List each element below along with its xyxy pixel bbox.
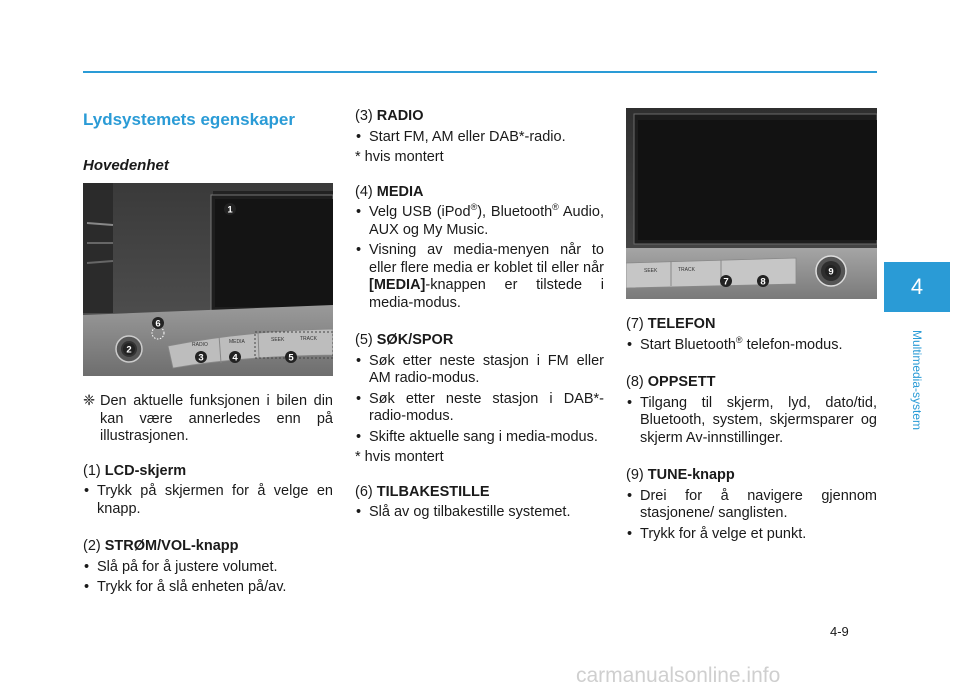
item-5-list xyxy=(355,353,604,447)
item-4-label: MEDIA xyxy=(376,183,424,200)
list-item: • Tilgang til skjerm, lyd, dato/tid, Bluetooth, system, skjermsparer og skjerm Av-innstillinger. xyxy=(626,395,877,448)
text: Velg USB (iPod xyxy=(369,204,471,220)
watermark: carmanualsonline.info xyxy=(576,664,781,687)
item-2-num: (2) xyxy=(83,538,101,554)
text: ), Bluetooth xyxy=(477,204,553,220)
list-item: • Søk etter neste stasjon i DAB*-radio-modus. xyxy=(355,391,604,426)
text: Audio, AUX og My Music. xyxy=(369,204,604,238)
head-unit-illustration xyxy=(83,183,333,376)
item-9-num: (9) xyxy=(626,467,644,483)
item-7-heading xyxy=(626,316,877,334)
callout-7-label: 7 xyxy=(723,276,729,288)
item-8-heading xyxy=(626,374,877,392)
registered-mark: ® xyxy=(735,334,743,345)
callout-6-label: 6 xyxy=(155,318,161,330)
item-9-list xyxy=(626,488,877,544)
list-item: • Slå på for å justere volumet. xyxy=(83,559,333,577)
callout-5-label: 5 xyxy=(288,352,294,364)
item-4-heading xyxy=(355,184,604,202)
item-2-list xyxy=(83,559,333,597)
list-item xyxy=(626,334,877,355)
header-rule xyxy=(83,71,877,73)
column-2 xyxy=(355,108,604,525)
callout-1-label: 1 xyxy=(227,204,233,216)
chapter-side-label xyxy=(897,300,937,460)
item-2-heading xyxy=(83,538,333,556)
seek-button-label: SEEK xyxy=(644,268,658,274)
text: Start Bluetooth xyxy=(640,336,736,353)
head-unit-figure xyxy=(83,183,333,376)
callout-3-label: 3 xyxy=(198,352,204,364)
list-item: • Start FM, AM eller DAB*-radio. xyxy=(355,129,604,147)
registered-mark: ® xyxy=(470,202,478,213)
note-symbol: ❈ xyxy=(83,393,96,409)
list-item xyxy=(355,204,604,239)
footnote: * hvis montert xyxy=(355,449,444,465)
item-6-num: (6) xyxy=(355,483,373,500)
item-6-label: TILBAKESTILLE xyxy=(376,483,490,500)
item-1-label: LCD-skjerm xyxy=(104,462,187,479)
list-item: • Trykk for å slå enheten på/av. xyxy=(83,579,333,597)
item-4-list xyxy=(355,204,604,312)
item-3-heading xyxy=(355,108,604,126)
registered-mark: ® xyxy=(552,202,559,213)
item-3-label: RADIO xyxy=(376,108,424,124)
item-7-list xyxy=(626,334,877,355)
item-6-list xyxy=(355,504,604,522)
callout-9-label: 9 xyxy=(828,266,834,278)
text: -knappen er tilstede i media-modus. xyxy=(369,277,604,311)
track-button-label: TRACK xyxy=(678,267,695,273)
item-3-list xyxy=(355,129,604,147)
item-1-num: (1) xyxy=(83,462,101,479)
item-7-num: (7) xyxy=(626,316,644,332)
control-panel-illustration xyxy=(626,108,877,299)
callout-4-label: 4 xyxy=(232,352,238,364)
media-button-label: MEDIA xyxy=(229,339,245,345)
chapter-title: Multimedia-system xyxy=(910,329,924,431)
item-8-label: OPPSETT xyxy=(647,374,716,390)
item-9-label: TUNE-knapp xyxy=(647,467,735,483)
list-item: • Søk etter neste stasjon i FM eller AM radio-modus. xyxy=(355,353,604,388)
note-text: Den aktuelle funksjonen i bilen din kan være annerledes enn på illustrasjonen. xyxy=(100,393,333,444)
item-3-num: (3) xyxy=(355,108,373,124)
item-5-num: (5) xyxy=(355,332,373,348)
list-item: • Slå av og tilbakestille systemet. xyxy=(355,504,604,522)
page-number: 4-9 xyxy=(830,624,849,639)
list-item: • Trykk for å velge et punkt. xyxy=(626,526,877,544)
item-5-label: SØK/SPOR xyxy=(376,332,454,348)
column-3 xyxy=(626,108,877,546)
item-6-heading xyxy=(355,484,604,502)
track-button-label: TRACK xyxy=(300,336,317,342)
item-5-heading xyxy=(355,332,604,350)
text: Visning av media-menyen når to eller flere media er koblet til eller når xyxy=(369,242,604,276)
list-item: • Skifte aktuelle sang i media-modus. xyxy=(355,429,604,447)
item-7-label: TELEFON xyxy=(647,316,716,332)
column-1 xyxy=(83,108,333,600)
item-9-heading xyxy=(626,467,877,485)
item-8-num: (8) xyxy=(626,374,644,390)
note xyxy=(83,393,333,446)
item-8-list xyxy=(626,395,877,448)
radio-button-label: RADIO xyxy=(192,342,208,348)
callout-8-label: 8 xyxy=(760,276,766,288)
list-item xyxy=(355,242,604,312)
list-item: • Drei for å navigere gjennom stasjonene/ sanglisten. xyxy=(626,488,877,523)
chapter-number: 4 xyxy=(910,274,924,299)
subheading: Hovedenhet xyxy=(83,156,169,174)
list-item: • Trykk på skjermen for å velge en knapp. xyxy=(83,483,333,518)
footnote: * hvis montert xyxy=(355,149,444,165)
callout-2-label: 2 xyxy=(126,344,132,356)
seek-button-label: SEEK xyxy=(271,337,285,343)
item-4-num: (4) xyxy=(355,183,373,200)
section-title: Lydsystemets egenskaper xyxy=(83,110,295,129)
media-key-label: [MEDIA] xyxy=(369,277,426,293)
item-1-heading xyxy=(83,463,333,481)
item-1-list xyxy=(83,483,333,518)
item-2-label: STRØM/VOL-knapp xyxy=(104,538,239,554)
text: telefon-modus. xyxy=(742,336,843,353)
control-panel-figure xyxy=(626,108,877,299)
